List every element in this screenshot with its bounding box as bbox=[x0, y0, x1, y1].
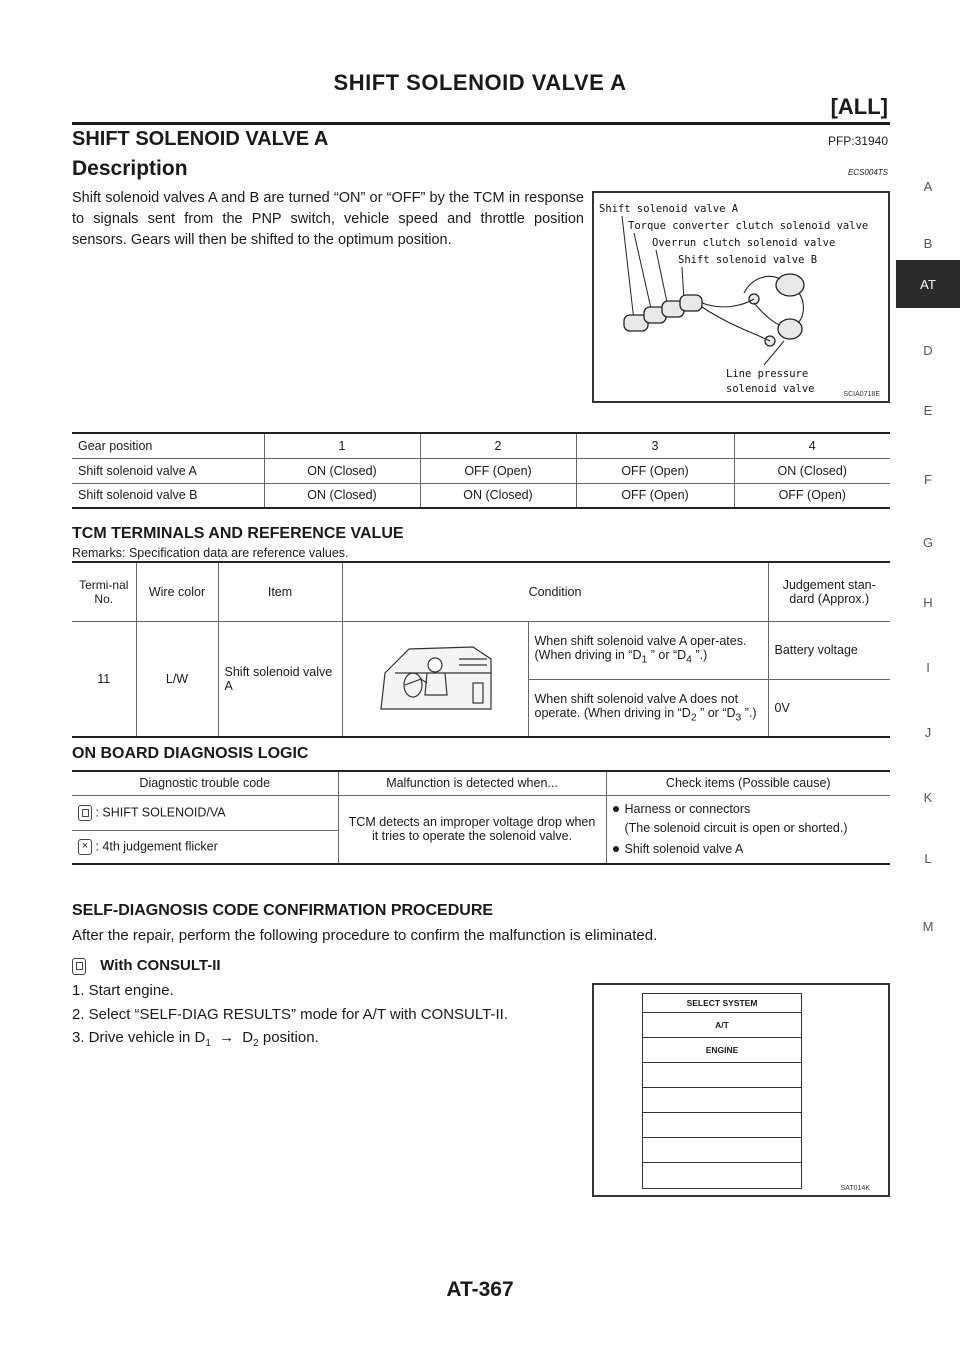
gear-header-label: Gear position bbox=[78, 438, 153, 453]
selfdiag-heading: SELF-DIAGNOSIS CODE CONFIRMATION PROCEDURE bbox=[72, 902, 494, 919]
obd-code-2-label: : 4th judgement flicker bbox=[95, 838, 218, 853]
page-header-scope: [ALL] bbox=[830, 94, 888, 119]
gear-cell: ON (Closed) bbox=[420, 483, 576, 508]
tab-k[interactable]: K bbox=[923, 789, 933, 805]
menu-item-empty bbox=[643, 1088, 801, 1113]
car-driver-icon bbox=[375, 639, 495, 715]
tcm-condition-1: When shift solenoid valve A oper-ates. (When driving in “$D_1$ ” or “$D_4$ ”.) bbox=[528, 621, 768, 679]
label-torque: Torque converter clutch solenoid valve bbox=[628, 220, 869, 232]
obd-head-detect: Malfunction is detected when... bbox=[338, 771, 606, 795]
tcm-remarks: Remarks: Specification data are reference values. bbox=[72, 546, 349, 560]
obd-check: Harness or connectors (The solenoid circuit is open or shorted.) Shift solenoid valve A bbox=[606, 795, 890, 864]
table-row bbox=[72, 621, 890, 679]
gear-header-1: 1 bbox=[264, 433, 420, 458]
with-consult bbox=[72, 957, 221, 975]
bullet-icon bbox=[613, 806, 619, 812]
gear-cell: OFF (Open) bbox=[576, 458, 734, 483]
header-rule bbox=[72, 122, 890, 125]
obd-code-1-label: : SHIFT SOLENOID/VA bbox=[95, 804, 226, 819]
figure2-code: SAT014K bbox=[840, 1185, 870, 1192]
description-text: Shift solenoid valves A and B are turned “ON” or “OFF” by the TCM in response to signals sent from the PNP switch, vehicle speed and throttle position sensors. Gears will then be shifted to the optimum position. bbox=[72, 190, 584, 248]
gear-cell: OFF (Open) bbox=[576, 483, 734, 508]
tcm-wire: L/W bbox=[136, 621, 218, 737]
step-3: 3. Drive vehicle in $D_1 \to D_2$ position. bbox=[72, 1029, 319, 1049]
obd-head-code: Diagnostic trouble code bbox=[139, 776, 271, 791]
gear-cell: OFF (Open) bbox=[420, 458, 576, 483]
menu-item-at[interactable]: A/T bbox=[643, 1013, 801, 1038]
menu-item-empty bbox=[643, 1113, 801, 1138]
table-row bbox=[72, 795, 890, 830]
tcm-terminal: 11 bbox=[97, 671, 111, 686]
tab-e[interactable]: E bbox=[923, 402, 933, 418]
menu-item-engine[interactable]: ENGINE bbox=[643, 1038, 801, 1063]
page-number: AT-367 bbox=[446, 1278, 514, 1301]
figure1-code: SCIA0718E bbox=[843, 391, 880, 398]
tcm-head-judgement: Judgement stan-dard (Approx.) bbox=[768, 562, 890, 621]
tab-g[interactable]: G bbox=[922, 534, 934, 550]
description-code: ECS004TS bbox=[847, 168, 888, 177]
gear-position-table bbox=[72, 432, 890, 509]
obd-detect: TCM detects an improper voltage drop when it tries to operate the solenoid valve. bbox=[338, 795, 606, 864]
menu-item-empty bbox=[643, 1063, 801, 1088]
no-tools-icon: × bbox=[78, 839, 92, 855]
tcm-judge-1: Battery voltage bbox=[768, 621, 890, 679]
arrow-icon: → bbox=[219, 1029, 235, 1046]
gear-header-2: 2 bbox=[420, 433, 576, 458]
tab-j[interactable]: J bbox=[924, 724, 932, 740]
select-system-title: SELECT SYSTEM bbox=[643, 994, 801, 1013]
gear-header-3: 3 bbox=[576, 433, 734, 458]
tcm-head-terminal: Termi-nal No. bbox=[79, 577, 129, 606]
bullet-icon bbox=[613, 846, 619, 852]
solenoid-illustration bbox=[594, 193, 888, 401]
consult-icon bbox=[78, 805, 92, 821]
tcm-head-item: Item bbox=[218, 562, 342, 621]
part-number: PFP:31940 bbox=[827, 134, 888, 148]
solenoid-figure bbox=[592, 191, 890, 403]
menu-item-empty bbox=[643, 1138, 801, 1163]
tcm-judge-2: 0V bbox=[768, 679, 890, 737]
tab-f[interactable]: F bbox=[924, 471, 932, 487]
tcm-heading: TCM TERMINALS AND REFERENCE VALUE bbox=[72, 525, 404, 542]
gear-cell: ON (Closed) bbox=[264, 458, 420, 483]
obd-table bbox=[72, 770, 890, 865]
tcm-table bbox=[72, 561, 890, 738]
table-row bbox=[72, 458, 890, 483]
label-overrun: Overrun clutch solenoid valve bbox=[652, 237, 836, 249]
step-1: 1. Start engine. bbox=[72, 982, 174, 999]
gear-cell: ON (Closed) bbox=[734, 458, 890, 483]
tab-m[interactable]: M bbox=[922, 918, 934, 934]
page-header-title: SHIFT SOLENOID VALVE A bbox=[333, 70, 627, 95]
select-system-figure bbox=[592, 983, 890, 1197]
section-title: SHIFT SOLENOID VALVE A bbox=[72, 128, 329, 150]
label-shift-b: Shift solenoid valve B bbox=[678, 254, 818, 266]
label-line-pressure-2: solenoid valve bbox=[726, 383, 815, 395]
obd-heading: ON BOARD DIAGNOSIS LOGIC bbox=[72, 745, 309, 762]
tab-a[interactable]: A bbox=[923, 178, 933, 194]
obd-code-2 bbox=[72, 830, 338, 863]
tab-d[interactable]: D bbox=[923, 342, 933, 358]
tcm-item: Shift solenoid valve A bbox=[218, 621, 342, 737]
label-shift-a: Shift solenoid valve A bbox=[599, 203, 739, 215]
gear-cell: ON (Closed) bbox=[264, 483, 420, 508]
obd-code-1 bbox=[72, 795, 338, 830]
consult-icon bbox=[72, 958, 86, 975]
gear-row-label: Shift solenoid valve A bbox=[78, 463, 197, 478]
gear-row-label: Shift solenoid valve B bbox=[78, 488, 198, 503]
tab-i[interactable]: I bbox=[926, 659, 930, 675]
obd-head-check: Check items (Possible cause) bbox=[606, 771, 890, 795]
step-2: 2. Select “SELF-DIAG RESULTS” mode for A/T with CONSULT-II. bbox=[72, 1006, 508, 1023]
driver-picture bbox=[342, 621, 528, 737]
label-line-pressure: Line pressure bbox=[726, 368, 809, 380]
tcm-condition-2: When shift solenoid valve A does not operate. (When driving in “$D_2$ ” or “$D_3$ ”.) bbox=[528, 679, 768, 737]
tab-h[interactable]: H bbox=[923, 594, 933, 610]
description-heading: Description bbox=[72, 157, 188, 180]
tab-l[interactable]: L bbox=[924, 850, 932, 866]
gear-cell: OFF (Open) bbox=[734, 483, 890, 508]
tab-b[interactable]: B bbox=[923, 235, 933, 251]
selfdiag-intro: After the repair, perform the following procedure to confirm the malfunction is eliminated. bbox=[72, 927, 658, 944]
menu-item-empty bbox=[643, 1163, 801, 1187]
with-consult-label: With CONSULT-II bbox=[100, 957, 221, 974]
gear-header-4: 4 bbox=[734, 433, 890, 458]
tcm-head-wire: Wire color bbox=[136, 562, 218, 621]
select-system-screen bbox=[642, 993, 802, 1189]
tcm-head-condition: Condition bbox=[342, 562, 768, 621]
table-row bbox=[72, 483, 890, 508]
tab-at[interactable]: AT bbox=[896, 260, 960, 308]
